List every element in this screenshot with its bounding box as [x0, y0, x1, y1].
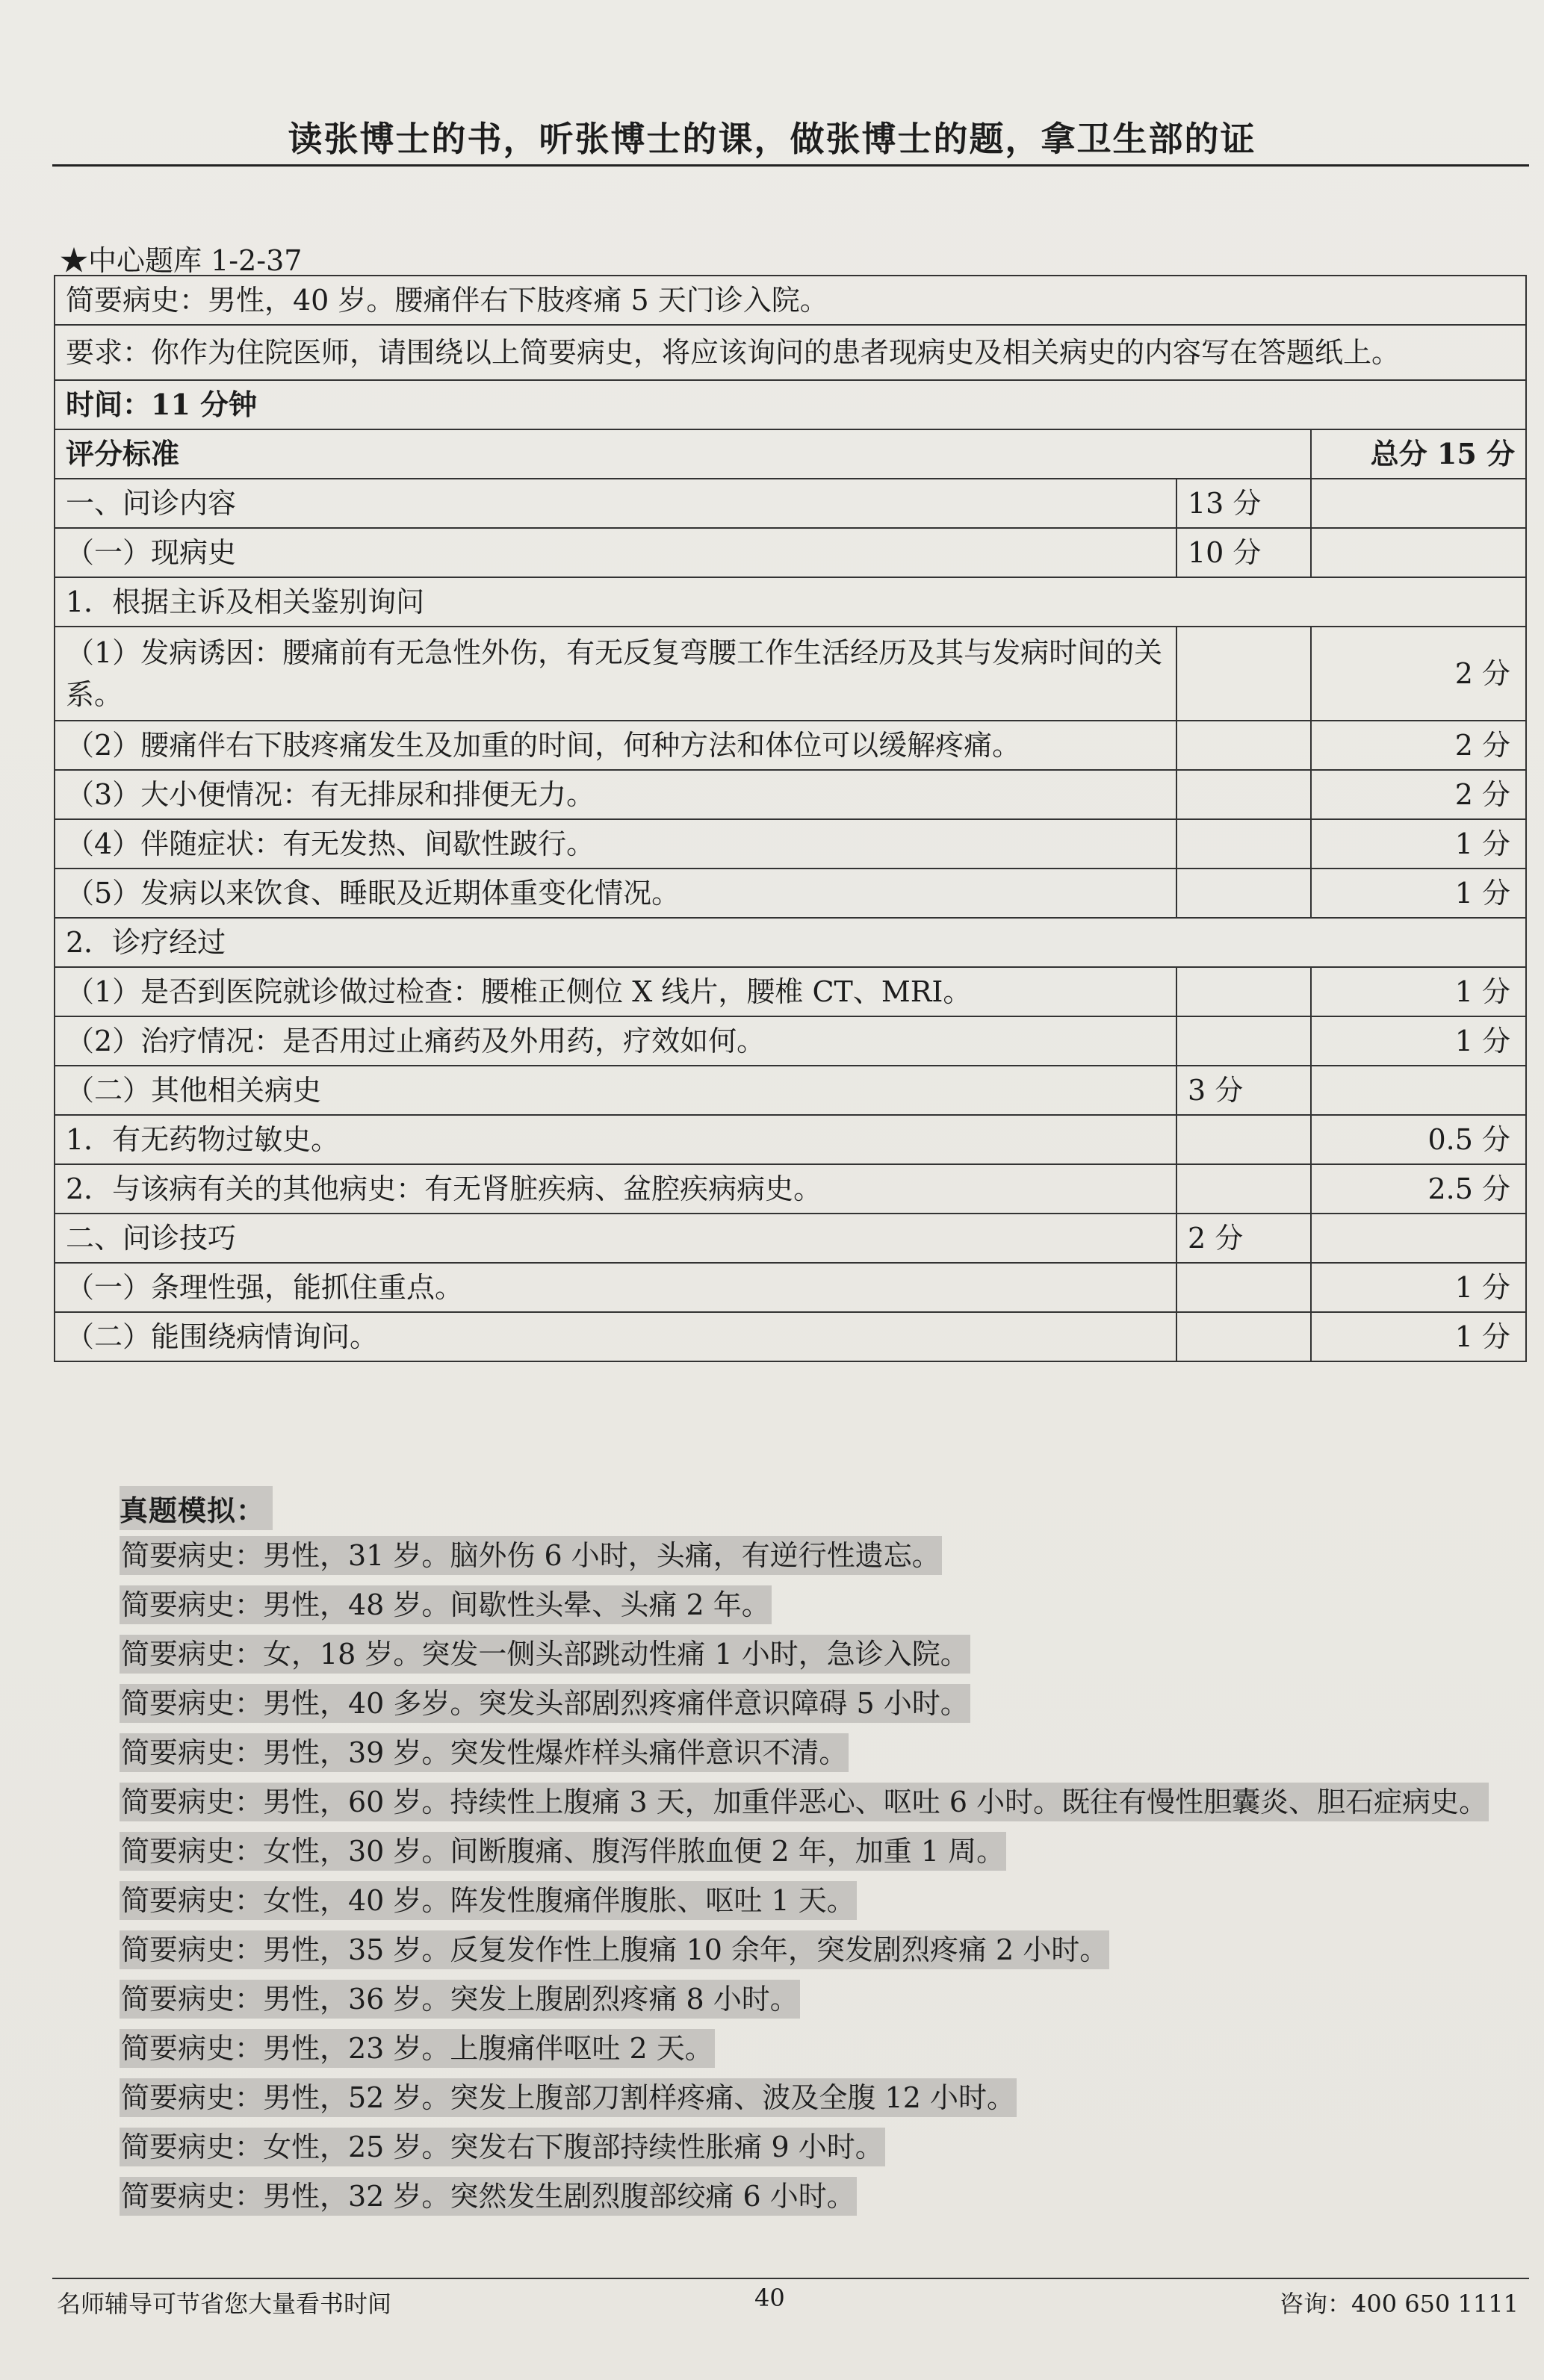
simulation-item-text: 简要病史：男性，60 岁。持续性上腹痛 3 天，加重伴恶心、呕吐 6 小时。既往有慢性胆囊炎、胆石症病史。 — [120, 1783, 1489, 1821]
section-score — [1176, 1016, 1311, 1066]
section-score: 3 分 — [1176, 1066, 1311, 1115]
footer-divider — [52, 2278, 1529, 2279]
score-item-text: 1．根据主诉及相关鉴别询问 — [55, 577, 1526, 627]
section-score — [1176, 1312, 1311, 1361]
simulation-title: 真题模拟： — [120, 1486, 273, 1530]
simulation-item-text: 简要病史：男性，39 岁。突发性爆炸样头痛伴意识不清。 — [120, 1733, 849, 1772]
item-points: 2.5 分 — [1311, 1164, 1526, 1214]
score-item-text: （2）腰痛伴右下肢疼痛发生及加重的时间，何种方法和体位可以缓解疼痛。 — [55, 721, 1176, 770]
simulation-item-text: 简要病史：男性，23 岁。上腹痛伴呕吐 2 天。 — [120, 2029, 715, 2068]
simulation-item — [54, 1974, 1527, 2024]
simulation-item-text: 简要病史：男性，35 岁。反复发作性上腹痛 10 余年，突发剧烈疼痛 2 小时。 — [120, 1930, 1109, 1969]
simulation-item — [54, 1827, 1527, 1876]
simulation-item — [54, 2073, 1527, 2122]
item-points: 1 分 — [1311, 819, 1526, 869]
simulation-item — [54, 1580, 1527, 1629]
simulation-item-text: 简要病史：男性，36 岁。突发上腹剧烈疼痛 8 小时。 — [120, 1980, 800, 2019]
case-history: 简要病史：男性，40 岁。腰痛伴右下肢疼痛 5 天门诊入院。 — [55, 276, 1526, 325]
scoring-table — [54, 275, 1527, 1362]
time-row — [55, 380, 1526, 429]
score-item-text: 一、问诊内容 — [55, 479, 1176, 528]
section-score — [1176, 721, 1311, 770]
score-item-text: （1）是否到医院就诊做过检查：腰椎正侧位 X 线片，腰椎 CT、MRI。 — [55, 967, 1176, 1016]
score-item-text: （2）治疗情况：是否用过止痛药及外用药，疗效如何。 — [55, 1016, 1176, 1066]
score-row — [55, 1164, 1526, 1214]
item-points — [1311, 1066, 1526, 1115]
score-row — [55, 1016, 1526, 1066]
running-header: 读张博士的书，听张博士的课，做张博士的题，拿卫生部的证 — [288, 119, 1256, 159]
section-score — [1176, 869, 1311, 918]
item-points: 1 分 — [1311, 967, 1526, 1016]
item-points: 2 分 — [1311, 627, 1526, 721]
section-score — [1176, 1164, 1311, 1214]
score-item-text: 二、问诊技巧 — [55, 1214, 1176, 1263]
item-points: 1 分 — [1311, 1263, 1526, 1312]
section-score — [1176, 967, 1311, 1016]
simulation-item-text: 简要病史：女性，40 岁。阵发性腹痛伴腹胀、呕吐 1 天。 — [120, 1881, 857, 1920]
score-row — [55, 528, 1526, 577]
section-score: 2 分 — [1176, 1214, 1311, 1263]
score-item-text: （一）现病史 — [55, 528, 1176, 577]
item-points — [1311, 1214, 1526, 1263]
simulation-item-text: 简要病史：女性，25 岁。突发右下腹部持续性胀痛 9 小时。 — [120, 2128, 885, 2166]
simulation-list — [54, 1531, 1527, 2221]
section-score: 10 分 — [1176, 528, 1311, 577]
score-row — [55, 918, 1526, 967]
score-row — [55, 577, 1526, 627]
simulation-item — [54, 2172, 1527, 2221]
total-score: 总分 15 分 — [1311, 429, 1526, 479]
page-number: 40 — [754, 2284, 785, 2312]
header-divider — [52, 164, 1529, 167]
simulation-item-text: 简要病史：男性，31 岁。脑外伤 6 小时，头痛，有逆行性遗忘。 — [120, 1536, 942, 1575]
score-item-text: （1）发病诱因：腰痛前有无急性外伤，有无反复弯腰工作生活经历及其与发病时间的关系。 — [55, 627, 1176, 721]
item-points — [1311, 479, 1526, 528]
simulation-item — [54, 2024, 1527, 2073]
item-points: 2 分 — [1311, 770, 1526, 819]
footer-contact: 咨询：400 650 1111 — [1280, 2290, 1519, 2318]
simulation-item — [54, 1925, 1527, 1974]
item-points: 1 分 — [1311, 1016, 1526, 1066]
section-score — [1176, 1263, 1311, 1312]
item-points: 1 分 — [1311, 1312, 1526, 1361]
score-item-text: （二）其他相关病史 — [55, 1066, 1176, 1115]
score-row — [55, 967, 1526, 1016]
score-row — [55, 1066, 1526, 1115]
requirement-row — [55, 325, 1526, 380]
simulation-item — [54, 1629, 1527, 1679]
time-limit: 时间：11 分钟 — [55, 380, 1526, 429]
score-row — [55, 1115, 1526, 1164]
section-score — [1176, 627, 1311, 721]
score-item-text: （二）能围绕病情询问。 — [55, 1312, 1176, 1361]
score-item-text: 2．诊疗经过 — [55, 918, 1526, 967]
score-row — [55, 819, 1526, 869]
score-row — [55, 869, 1526, 918]
section-score — [1176, 1115, 1311, 1164]
score-row — [55, 721, 1526, 770]
item-points: 2 分 — [1311, 721, 1526, 770]
section-score: 13 分 — [1176, 479, 1311, 528]
score-item-text: （5）发病以来饮食、睡眠及近期体重变化情况。 — [55, 869, 1176, 918]
item-points: 0.5 分 — [1311, 1115, 1526, 1164]
score-item-text: （3）大小便情况：有无排尿和排便无力。 — [55, 770, 1176, 819]
score-row — [55, 1263, 1526, 1312]
score-row — [55, 627, 1526, 721]
score-row — [55, 1214, 1526, 1263]
item-points — [1311, 528, 1526, 577]
simulation-item-text: 简要病史：男性，32 岁。突然发生剧烈腹部绞痛 6 小时。 — [120, 2177, 857, 2216]
score-item-text: 1．有无药物过敏史。 — [55, 1115, 1176, 1164]
score-row — [55, 770, 1526, 819]
simulation-item — [54, 1531, 1527, 1580]
simulation-item — [54, 1777, 1527, 1827]
score-item-text: 2．与该病有关的其他病史：有无肾脏疾病、盆腔疾病病史。 — [55, 1164, 1176, 1214]
score-row — [55, 1312, 1526, 1361]
scoring-label: 评分标准 — [55, 429, 1311, 479]
simulation-item-text: 简要病史：男性，52 岁。突发上腹部刀割样疼痛、波及全腹 12 小时。 — [120, 2078, 1017, 2117]
case-history-row — [55, 276, 1526, 325]
question-id: ★中心题库 1-2-37 — [60, 244, 303, 277]
simulation-item-text: 简要病史：女，18 岁。突发一侧头部跳动性痛 1 小时，急诊入院。 — [120, 1635, 970, 1674]
simulation-item — [54, 2122, 1527, 2172]
item-points: 1 分 — [1311, 869, 1526, 918]
section-score — [1176, 770, 1311, 819]
scoring-header-row — [55, 429, 1526, 479]
simulation-item — [54, 1728, 1527, 1777]
requirement-text: 要求：你作为住院医师，请围绕以上简要病史，将应该询问的患者现病史及相关病史的内容写在答题纸上。 — [55, 325, 1526, 380]
score-item-text: （一）条理性强，能抓住重点。 — [55, 1263, 1176, 1312]
section-score — [1176, 819, 1311, 869]
simulation-item-text: 简要病史：男性，40 多岁。突发头部剧烈疼痛伴意识障碍 5 小时。 — [120, 1684, 970, 1723]
score-row — [55, 479, 1526, 528]
simulation-item — [54, 1876, 1527, 1925]
simulation-item-text: 简要病史：男性，48 岁。间歇性头晕、头痛 2 年。 — [120, 1585, 772, 1624]
simulation-item — [54, 1679, 1527, 1728]
footer-slogan: 名师辅导可节省您大量看书时间 — [57, 2290, 392, 2318]
simulation-item-text: 简要病史：女性，30 岁。间断腹痛、腹泻伴脓血便 2 年，加重 1 周。 — [120, 1832, 1006, 1871]
score-item-text: （4）伴随症状：有无发热、间歇性跛行。 — [55, 819, 1176, 869]
